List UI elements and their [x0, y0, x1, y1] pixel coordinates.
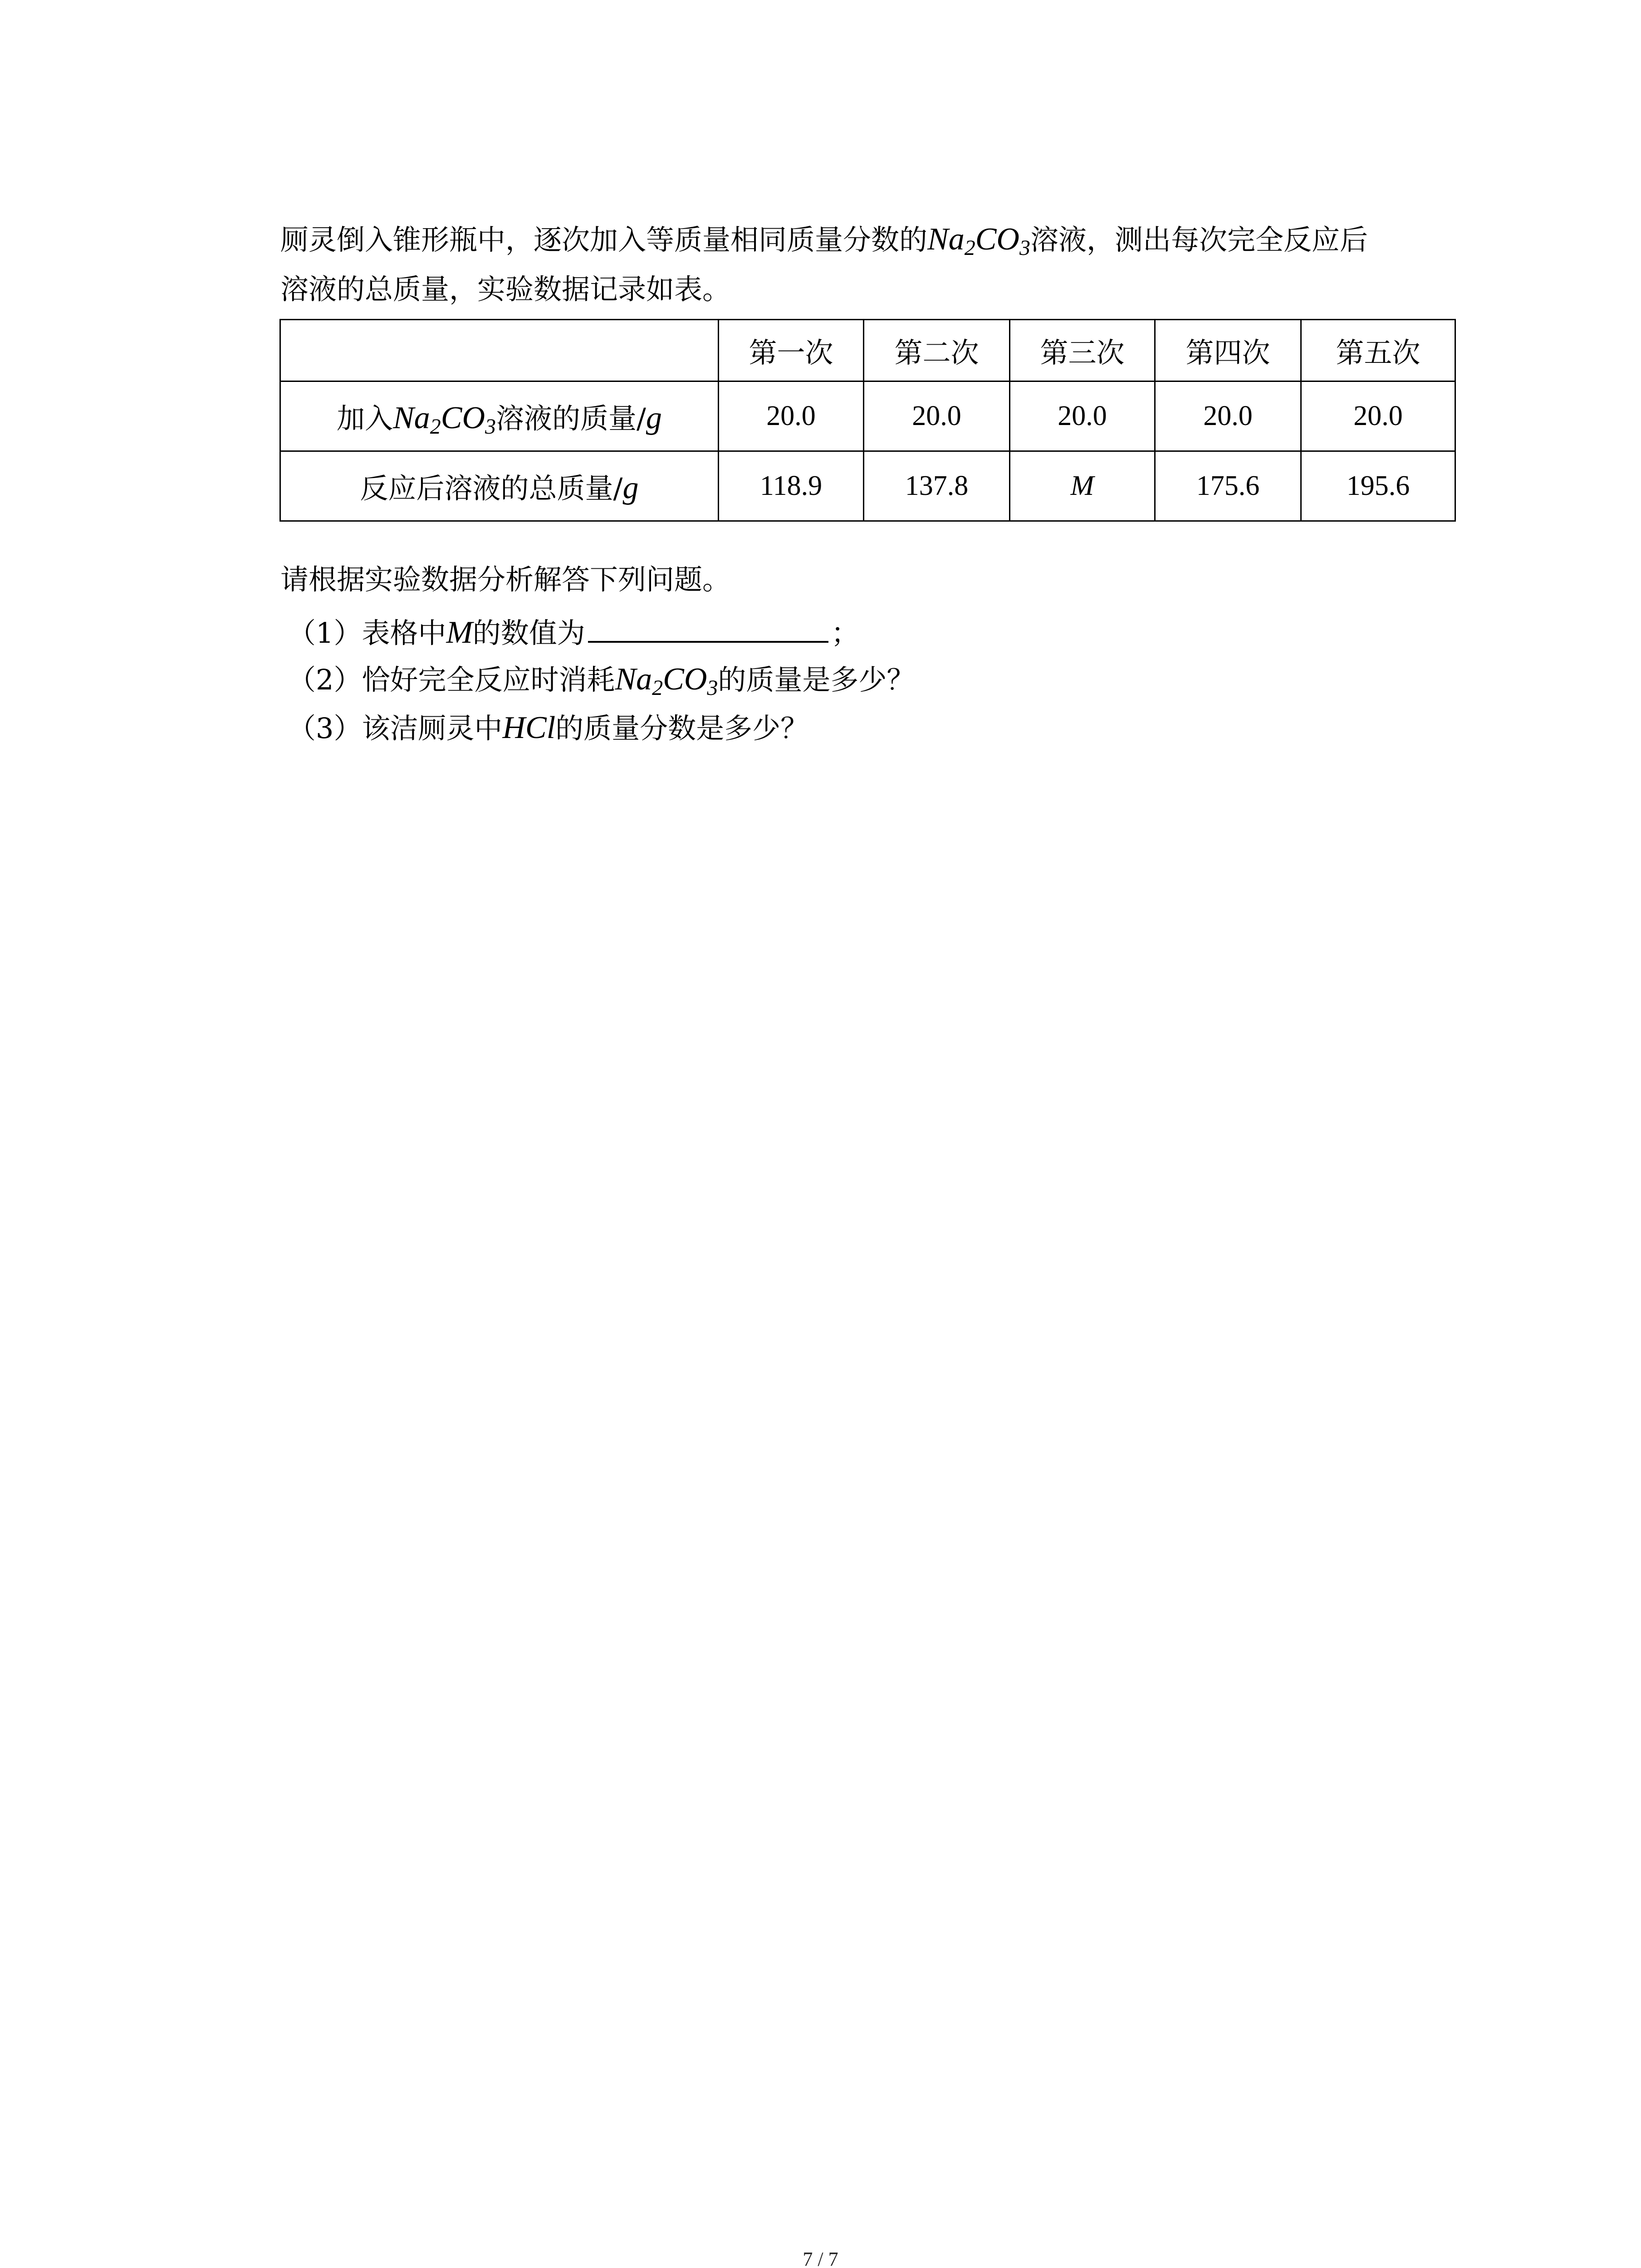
intro-line-2: 溶液的总质量，实验数据记录如表。 [280, 273, 731, 306]
page-number: 7 / 7 [803, 2248, 838, 2268]
questions-prompt: 请根据实验数据分析解答下列问题。 [280, 563, 731, 596]
table-header-cell: 第四次 [1155, 320, 1301, 381]
table-cell: 137.8 [864, 451, 1010, 521]
table-cell: 20.0 [864, 381, 1010, 451]
table-cell: 20.0 [1155, 381, 1301, 451]
table-corner-cell [280, 320, 719, 381]
question-2: （2）恰好完全反应时消耗$Na_2CO_3$的质量是多少？ [288, 662, 915, 700]
intro-text: 溶液，测出每次完全反应后 [1030, 223, 1368, 256]
chem-formula-hcl: HCl [502, 710, 556, 745]
chem-formula-na2co3: $Na_2CO_3$ [615, 662, 718, 700]
answer-blank[interactable] [588, 612, 828, 643]
data-table [279, 319, 1456, 522]
table-cell: 20.0 [719, 381, 864, 451]
table-header-cell: 第三次 [1010, 320, 1155, 381]
table-cell: 118.9 [719, 451, 864, 521]
table-cell: 195.6 [1301, 451, 1455, 521]
table-row [280, 381, 1455, 451]
row-label-total-mass: 反应后溶液的总质量/g [280, 451, 719, 521]
row-label-added-mass: 加入$Na_2CO_3$溶液的质量/g [280, 381, 719, 451]
table-cell: 175.6 [1155, 451, 1301, 521]
chem-formula-na2co3: $Na_2CO_3$ [927, 222, 1030, 260]
question-1: （1）表格中M的数值为 ； [288, 610, 1467, 656]
table-header-cell: 第一次 [719, 320, 864, 381]
intro-text: 厕灵倒入锥形瓶中，逐次加入等质量相同质量分数的 [280, 223, 928, 256]
table-cell: 20.0 [1301, 381, 1455, 451]
table-cell: 20.0 [1010, 381, 1155, 451]
table-header-cell: 第二次 [864, 320, 1010, 381]
table-row [280, 451, 1455, 521]
table-cell-unknown-m: M [1010, 451, 1155, 521]
intro-line-1 [280, 217, 1460, 263]
question-3: （3）该洁厕灵中HCl的质量分数是多少？ [288, 710, 809, 745]
symbol-m: M [446, 615, 473, 650]
table-header-cell: 第五次 [1301, 320, 1455, 381]
table-header-row [280, 320, 1455, 381]
